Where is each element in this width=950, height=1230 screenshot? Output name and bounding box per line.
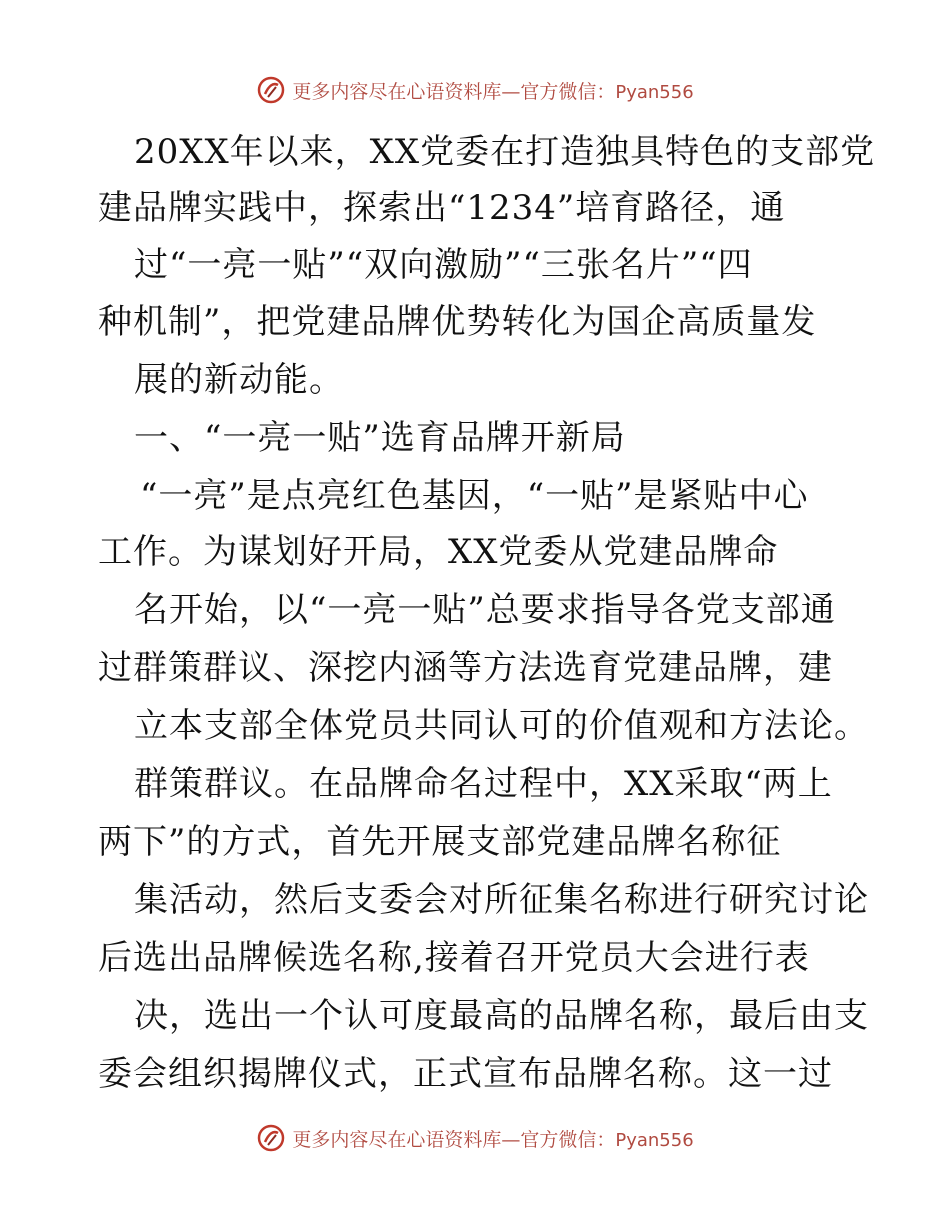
text-line: 建品牌实践中，探索出“1234”培育路径，通	[98, 188, 786, 228]
text-line: 20XX年以来，XX党委在打造独具特色的支部党	[134, 132, 876, 172]
text-line: 集活动，然后支委会对所征集名称进行研究讨论	[134, 880, 869, 920]
text-line: 工作。为谋划好开局，XX党委从党建品牌命	[98, 532, 779, 572]
text-line: 名开始，以“一亮一贴”总要求指导各党支部通	[134, 590, 836, 630]
text-line: 种机制”，把党建品牌优势转化为国企高质量发	[98, 302, 817, 342]
section-heading: 一、“一亮一贴”选育品牌开新局	[134, 418, 626, 458]
brand-logo-icon	[256, 1123, 286, 1153]
footer-banner-text	[292, 1125, 693, 1152]
header-banner-wechat-id: Pyan556	[615, 81, 694, 103]
footer-banner-wechat-id: Pyan556	[615, 1129, 694, 1151]
header-banner-label: 更多内容尽在心语资料库—官方微信：	[292, 80, 616, 103]
text-line: 立本支部全体党员共同认可的价值观和方法论。	[134, 706, 869, 746]
text-line: “一亮”是点亮红色基因，“一贴”是紧贴中心	[140, 476, 809, 516]
text-line: 过“一亮一贴”“双向激励”“三张名片”“四	[134, 245, 753, 285]
text-line: 群策群议。在品牌命名过程中，XX采取“两上	[134, 764, 833, 804]
text-line: 决，选出一个认可度最高的品牌名称，最后由支	[134, 996, 869, 1036]
text-line: 委会组织揭牌仪式，正式宣布品牌名称。这一过	[98, 1054, 833, 1094]
text-line: 展的新动能。	[134, 360, 344, 400]
footer-banner-label: 更多内容尽在心语资料库—官方微信：	[292, 1128, 616, 1151]
text-line: 过群策群议、深挖内涵等方法选育党建品牌，建	[98, 648, 833, 688]
footer-banner	[0, 1118, 950, 1158]
text-line: 后选出品牌候选名称,接着召开党员大会进行表	[98, 938, 810, 978]
text-line: 两下”的方式，首先开展支部党建品牌名称征	[98, 822, 782, 862]
